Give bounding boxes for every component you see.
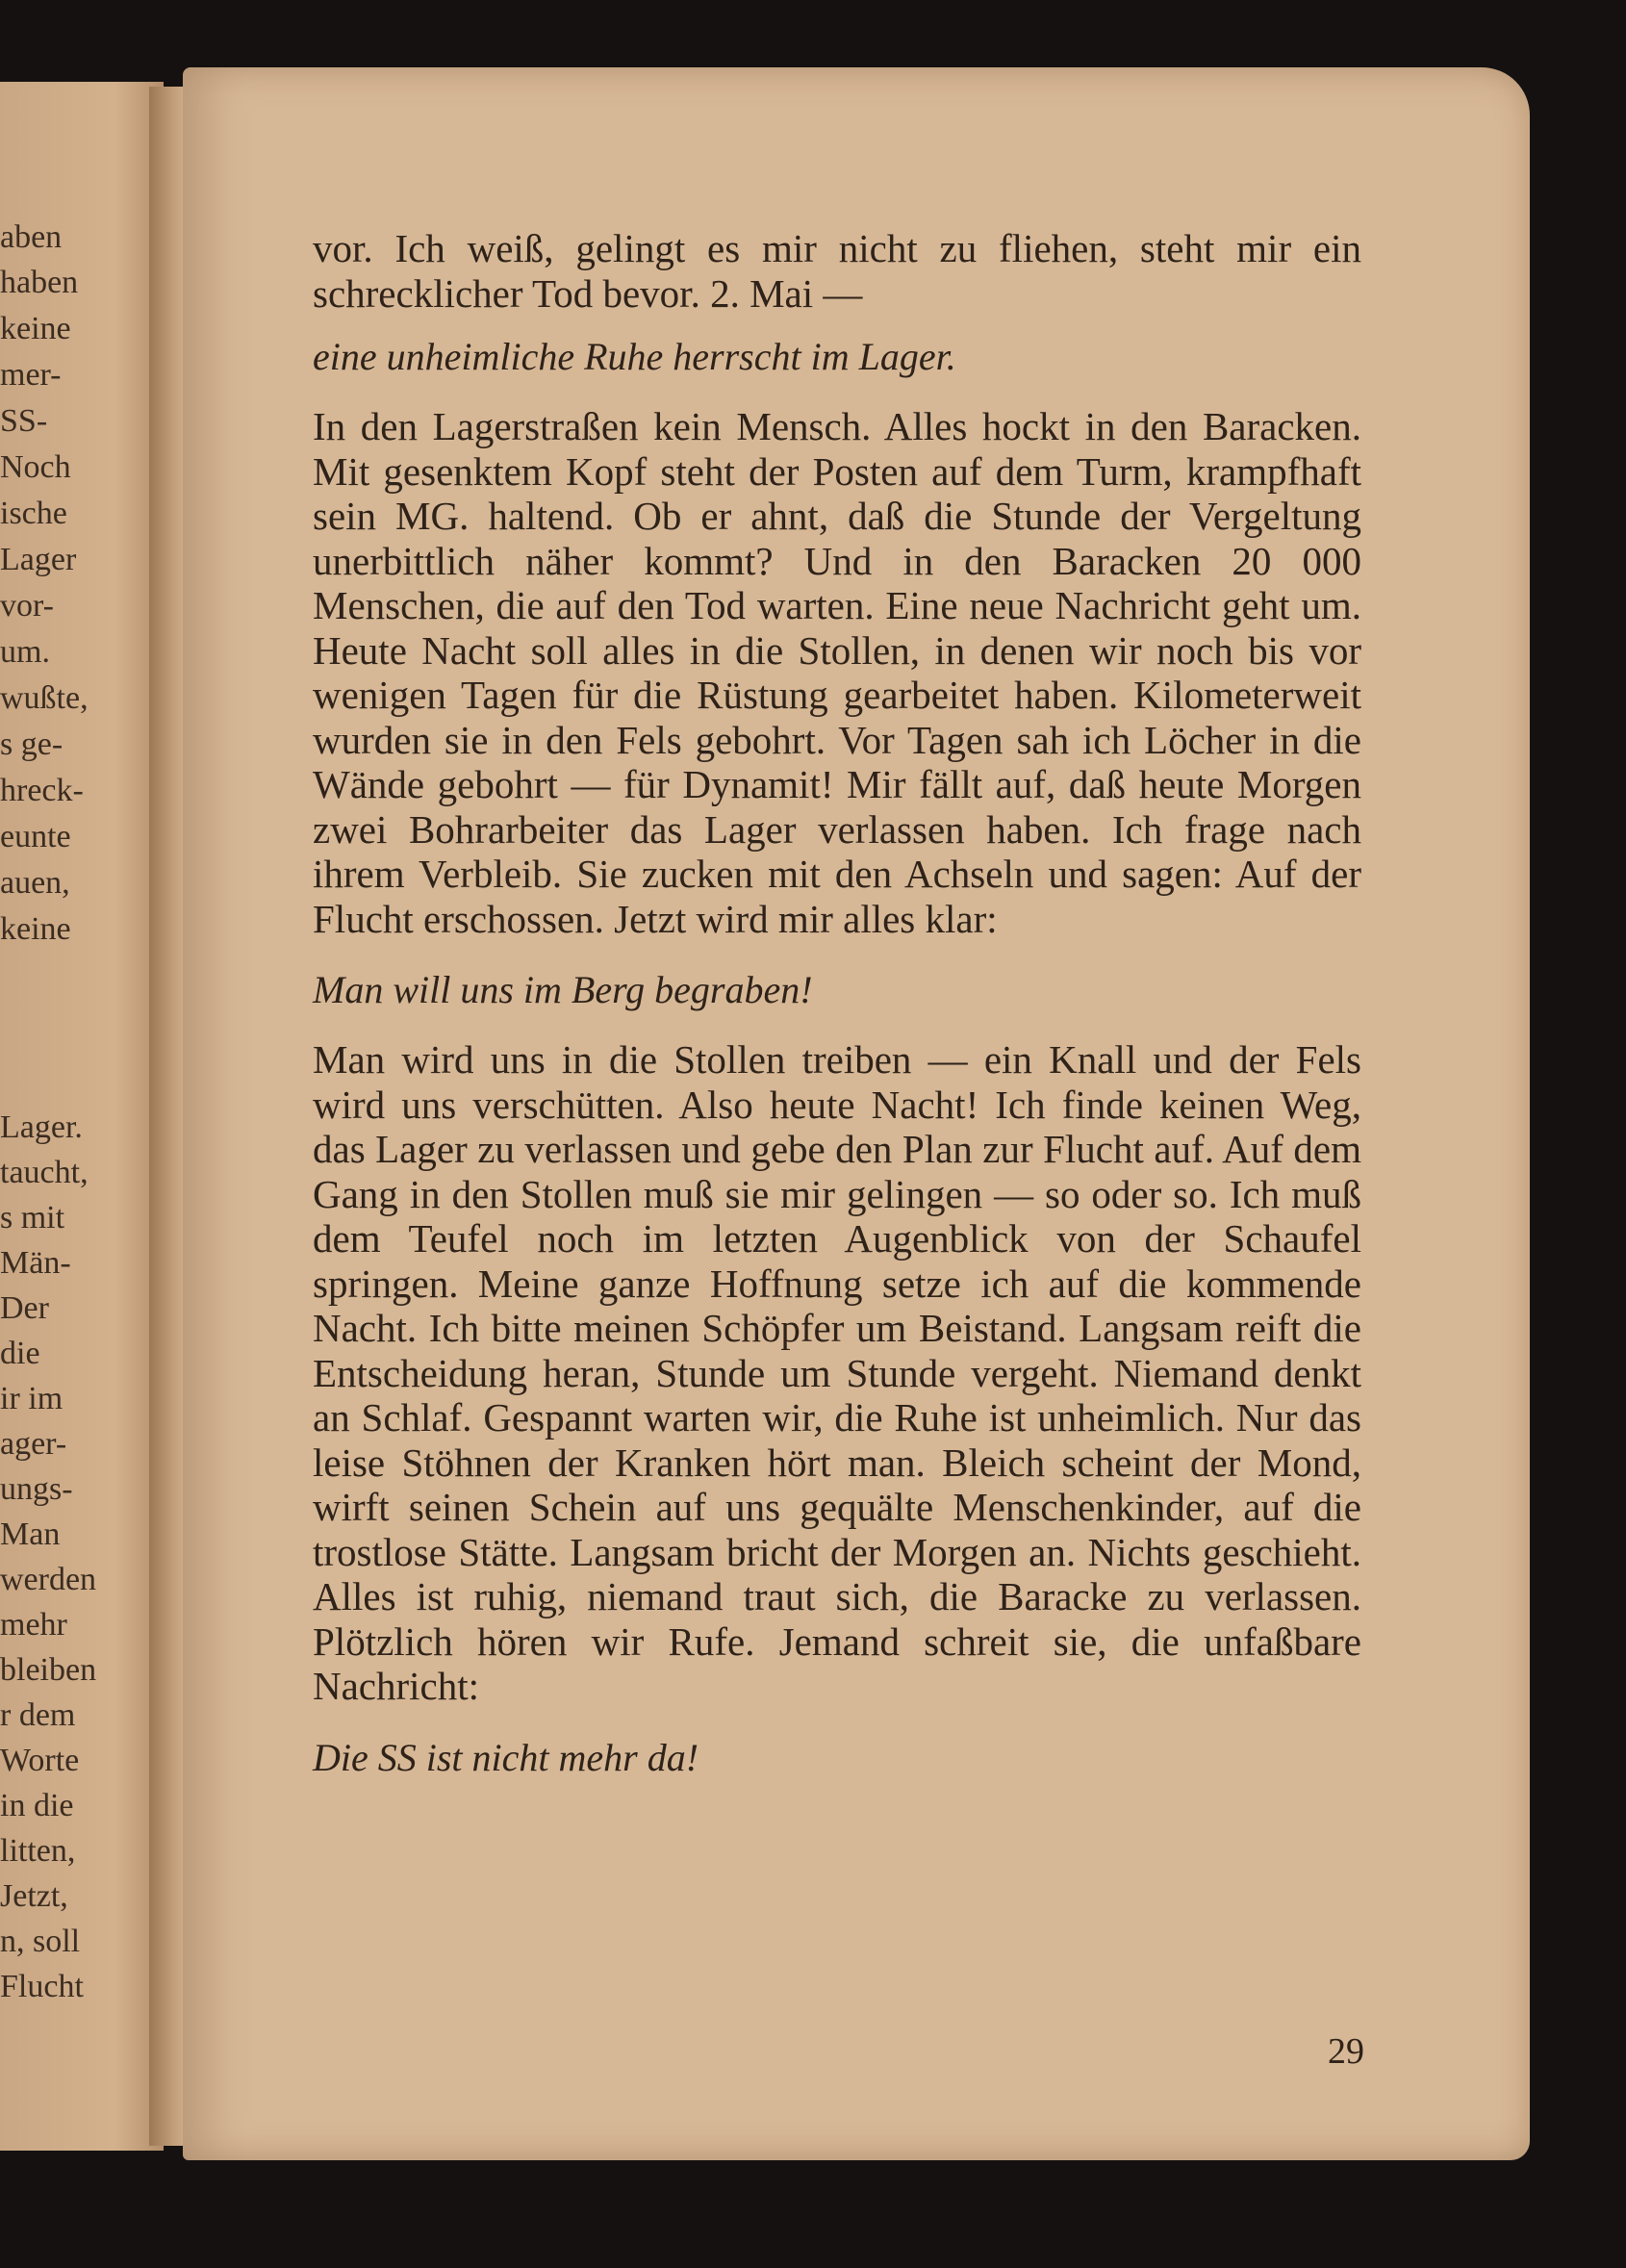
left-fragment: Man xyxy=(0,1516,61,1552)
left-fragment: Worte xyxy=(0,1743,80,1778)
left-fragment: SS- xyxy=(0,403,48,439)
left-fragment: n, soll xyxy=(0,1924,81,1959)
left-fragment: r dem xyxy=(0,1697,76,1733)
left-fragment: mer- xyxy=(0,357,62,393)
left-fragment: hreck- xyxy=(0,773,84,808)
left-fragment: Der xyxy=(0,1290,49,1326)
italic-heading: Die SS ist nicht mehr da! xyxy=(313,1735,699,1779)
left-fragment: eunte xyxy=(0,819,71,854)
left-fragment: ir im xyxy=(0,1381,64,1416)
italic-heading: eine unheimliche Ruhe herrscht im Lager. xyxy=(313,335,956,378)
left-fragment: in die xyxy=(0,1788,74,1823)
left-fragment: vor- xyxy=(0,588,54,624)
page-text xyxy=(313,226,1361,1780)
left-fragment: wußte, xyxy=(0,680,89,716)
left-fragment: Lager xyxy=(0,542,77,577)
left-fragment: um. xyxy=(0,634,50,670)
paragraph: Man wird uns in die Stollen treiben — ein Knall und der Fels wird uns verschütten. Also heute Nacht! Ich finde keinen Weg, das Lager zu verlassen und gebe den Plan zur Flucht auf. Auf dem Gang in den Stollen muß sie mir gelingen — so oder so. Ich muß dem Teufel noch im letzten Augenblick von der Schaufel springen. Meine ganze Hoffnung setze ich auf die kommende Nacht. Ich bitte meinen Schöpfer um Beistand. Langsam reift die Entscheidung heran, Stunde um Stunde vergeht. Niemand denkt an Schlaf. Gespannt warten wir, die Ruhe ist unheimlich. Nur das leise Stöhnen der Kranken hört man. Bleich scheint der Mond, wirft seinen Schein auf uns gequälte Menschenkinder, auf die trostlose Stätte. Langsam bricht der Morgen an. Nichts geschieht. Alles ist ruhig, niemand traut sich, die Baracke zu verlassen. Plötzlich hören wir Rufe. Jemand schreit sie, die unfaßbare Nachricht: xyxy=(313,1037,1361,1708)
left-fragment: ische xyxy=(0,496,67,531)
left-fragment: haben xyxy=(0,265,79,300)
left-fragment: s mit xyxy=(0,1200,65,1236)
left-fragment: die xyxy=(0,1336,40,1371)
left-page-edge xyxy=(0,82,164,2151)
italic-heading: Man will uns im Berg begraben! xyxy=(313,968,813,1011)
left-fragment: bleiben xyxy=(0,1652,97,1688)
left-fragment: Lager. xyxy=(0,1109,83,1145)
left-fragment: ager- xyxy=(0,1426,67,1462)
left-fragment: keine xyxy=(0,911,71,947)
left-fragment: ungs- xyxy=(0,1471,73,1507)
page-number: 29 xyxy=(1328,2031,1364,2072)
left-fragment: Män- xyxy=(0,1245,71,1281)
left-fragment: aben xyxy=(0,219,63,255)
left-fragment: keine xyxy=(0,311,71,346)
paragraph: In den Lagerstraßen kein Mensch. Alles hockt in den Baracken. Mit gesenktem Kopf steht der Posten auf dem Turm, krampfhaft sein MG. haltend. Ob er ahnt, daß die Stunde der Vergeltung unerbittlich näher kommt? Und in den Baracken 20 000 Menschen, die auf den Tod warten. Eine neue Nachricht geht um. Heute Nacht soll alles in die Stollen, in denen wir noch bis vor wenigen Tagen für die Rüstung gearbeitet haben. Kilometerweit wurden sie in den Fels gebohrt. Vor Tagen sah ich Löcher in die Wände gebohrt — für Dynamit! Mir fällt auf, daß heute Morgen zwei Bohrarbeiter das Lager verlassen haben. Ich frage nach ihrem Verbleib. Sie zucken mit den Achseln und sagen: Auf der Flucht erschossen. Jetzt wird mir alles klar: xyxy=(313,404,1361,941)
left-fragment: werden xyxy=(0,1562,97,1597)
left-fragment: taucht, xyxy=(0,1155,89,1190)
left-fragment: mehr xyxy=(0,1607,67,1643)
left-fragment: s ge- xyxy=(0,726,64,762)
left-fragment: Noch xyxy=(0,449,71,485)
left-fragment: auen, xyxy=(0,865,70,901)
left-fragment: Flucht xyxy=(0,1969,84,2004)
left-fragment: litten, xyxy=(0,1833,76,1869)
paragraph: vor. Ich weiß, gelingt es mir nicht zu fliehen, steht mir ein schrecklicher Tod bevor. 2. Mai — xyxy=(313,226,1361,316)
left-fragment: Jetzt, xyxy=(0,1878,68,1914)
